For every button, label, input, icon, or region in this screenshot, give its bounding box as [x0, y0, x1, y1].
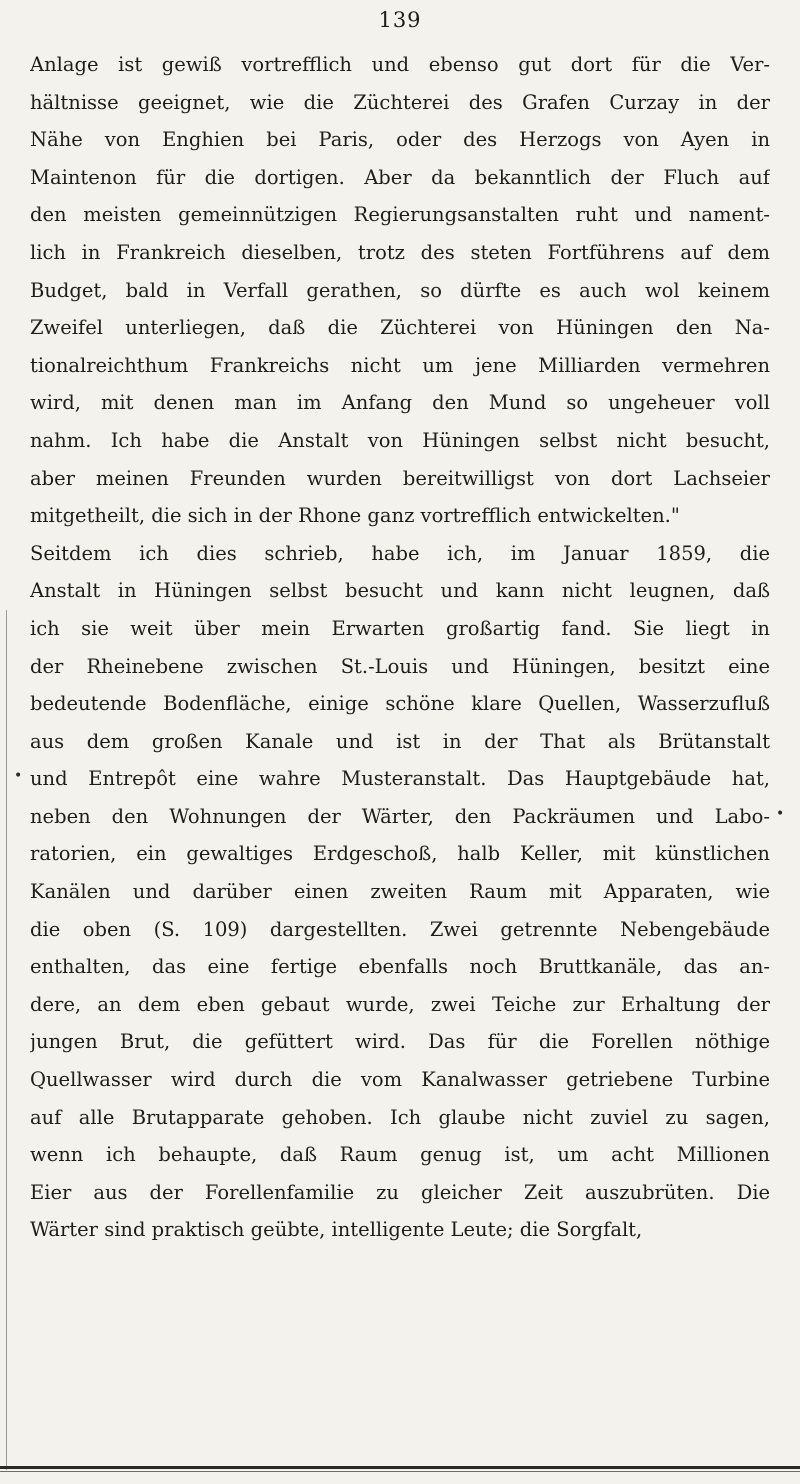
text-line: Nähe von Enghien bei Paris, oder des Herzogs von Ayen in — [30, 128, 770, 152]
text-line: ich sie weit über mein Erwarten großartig fand. Sie liegt in — [30, 616, 770, 640]
text-line: wird, mit denen man im Anfang den Mund so ungeheuer voll — [30, 391, 770, 415]
bottom-rule-thin — [0, 1471, 800, 1472]
text-line: die oben (S. 109) dargestellten. Zwei getrennte Nebengebäude — [30, 917, 770, 941]
text-line: mitgetheilt, die sich in der Rhone ganz vortrefflich entwickelten." — [30, 504, 680, 528]
text-line: Eier aus der Forellenfamilie zu gleicher Zeit auszubrüten. Die — [30, 1180, 770, 1204]
page-number: 139 — [378, 8, 422, 32]
text-line: Maintenon für die dortigen. Aber da bekanntlich der Fluch auf — [30, 165, 770, 189]
text-line: Anstalt in Hüningen selbst besucht und kann nicht leugnen, daß — [30, 579, 770, 603]
text-line: hältnisse geeignet, wie die Züchterei des Grafen Curzay in der — [30, 90, 770, 114]
text-line: lich in Frankreich dieselben, trotz des steten Fortführens auf dem — [30, 240, 770, 264]
bottom-rule — [0, 1466, 800, 1469]
text-line: aus dem großen Kanale und ist in der That als Brütanstalt — [30, 729, 770, 753]
text-line: Budget, bald in Verfall gerathen, so dürfte es auch wol keinem — [30, 278, 770, 302]
text-line: und Entrepôt eine wahre Musteranstalt. Das Hauptgebäude hat, — [30, 767, 770, 791]
margin-speck: • — [14, 768, 23, 784]
margin-speck: • — [776, 806, 785, 822]
text-line: auf alle Brutapparate gehoben. Ich glaube nicht zuviel zu sagen, — [30, 1105, 770, 1129]
text-line: ratorien, ein gewaltiges Erdgeschoß, halb Keller, mit künstlichen — [30, 842, 770, 866]
text-line: neben den Wohnungen der Wärter, den Packräumen und Labo- — [30, 804, 770, 828]
text-line: der Rheinebene zwischen St.-Louis und Hüningen, besitzt eine — [30, 654, 770, 678]
text-line: wenn ich behaupte, daß Raum genug ist, um acht Millionen — [30, 1143, 770, 1167]
text-line: Wärter sind praktisch geübte, intelligente Leute; die Sorgfalt, — [30, 1218, 643, 1242]
page-edge-shadow — [6, 610, 7, 1470]
text-line: den meisten gemeinnützigen Regierungsanstalten ruht und nament- — [30, 203, 770, 227]
text-line: jungen Brut, die gefüttert wird. Das für die Forellen nöthige — [30, 1030, 770, 1054]
text-line: Anlage ist gewiß vortrefflich und ebenso gut dort für die Ver- — [30, 53, 770, 76]
text-line: dere, an dem eben gebaut wurde, zwei Teiche zur Erhaltung der — [30, 992, 770, 1016]
text-line: Seitdem ich dies schrieb, habe ich, im Januar 1859, die — [30, 541, 770, 565]
text-line: Zweifel unterliegen, daß die Züchterei von Hüningen den Na- — [30, 316, 770, 340]
text-line: Quellwasser wird durch die vom Kanalwasser getriebene Turbine — [30, 1068, 770, 1092]
body-text — [30, 46, 770, 1249]
text-line: nahm. Ich habe die Anstalt von Hüningen selbst nicht besucht, — [30, 428, 770, 452]
text-line: tionalreichthum Frankreichs nicht um jene Milliarden vermehren — [30, 353, 770, 377]
text-line: enthalten, das eine fertige ebenfalls noch Bruttkanäle, das an- — [30, 955, 770, 979]
text-line: bedeutende Bodenfläche, einige schöne klare Quellen, Wasserzufluß — [30, 692, 770, 716]
text-line: Kanälen und darüber einen zweiten Raum mit Apparaten, wie — [30, 880, 770, 904]
text-line: aber meinen Freunden wurden bereitwilligst von dort Lachseier — [30, 466, 770, 490]
